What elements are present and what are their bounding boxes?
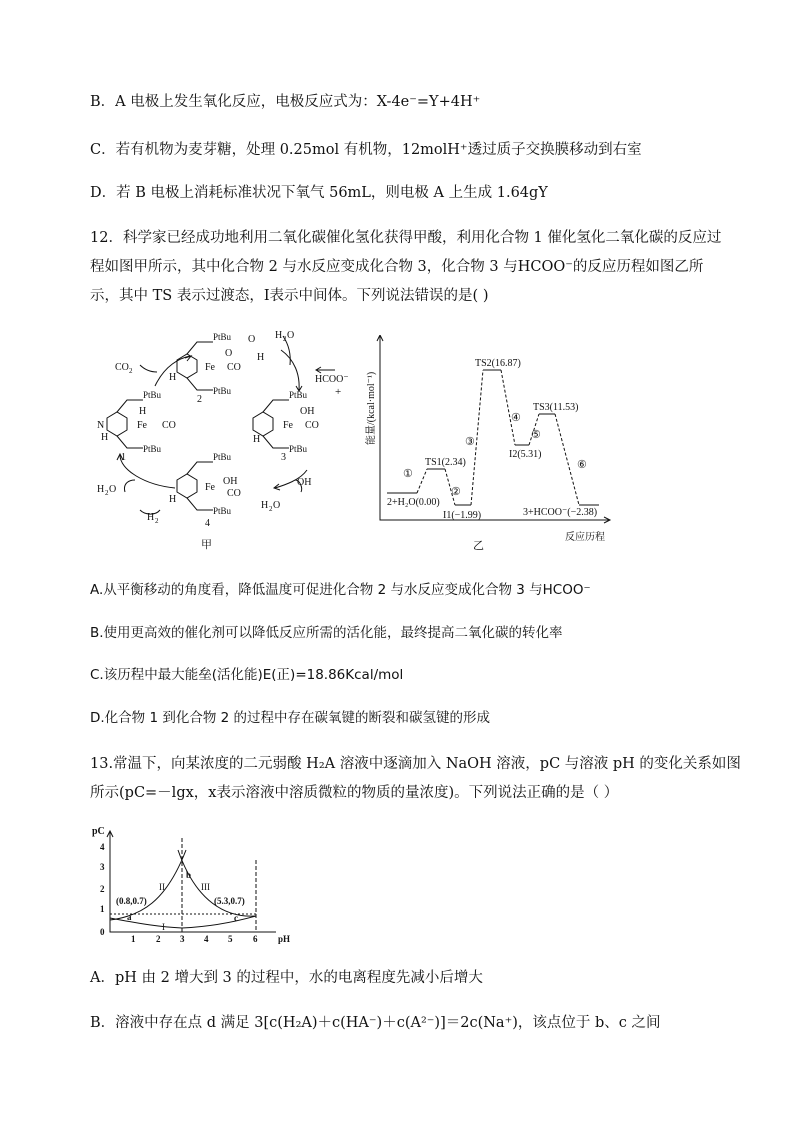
svg-text:H: H xyxy=(147,512,155,523)
svg-text:乙: 乙 xyxy=(473,540,484,550)
q12-option-c: C.该历程中最大能垒(活化能)E(正)=18.86Kcal/mol xyxy=(90,667,404,683)
svg-text:5: 5 xyxy=(228,934,233,944)
svg-text:PtBu: PtBu xyxy=(213,332,232,342)
svg-text:2: 2 xyxy=(283,335,287,343)
svg-text:2: 2 xyxy=(105,489,109,497)
svg-text:PtBu: PtBu xyxy=(289,444,308,454)
svg-text:2: 2 xyxy=(156,934,161,944)
svg-text:O: O xyxy=(248,334,256,345)
svg-text:CO: CO xyxy=(227,488,241,499)
q11-option-d: D．若 B 电极上消耗标准状况下氧气 56mL，则电极 A 上生成 1.64gY xyxy=(90,185,548,201)
svg-text:+: + xyxy=(335,386,342,398)
svg-text:①: ① xyxy=(403,468,413,480)
svg-text:1: 1 xyxy=(100,904,105,914)
svg-text:2: 2 xyxy=(129,367,133,375)
svg-text:Fe: Fe xyxy=(137,420,147,431)
svg-text:0: 0 xyxy=(100,927,105,937)
svg-text:⑥: ⑥ xyxy=(577,459,587,471)
svg-text:4: 4 xyxy=(204,934,209,944)
svg-text:OH: OH xyxy=(300,406,315,417)
svg-text:I: I xyxy=(162,922,165,932)
svg-text:OH: OH xyxy=(297,477,312,488)
svg-text:H: H xyxy=(139,406,147,417)
svg-text:3+HCOO⁻(−2.38): 3+HCOO⁻(−2.38) xyxy=(523,507,598,518)
svg-text:6: 6 xyxy=(253,934,258,944)
svg-text:PtBu: PtBu xyxy=(213,386,232,396)
svg-text:能量/(kcal·mol⁻¹): 能量/(kcal·mol⁻¹) xyxy=(366,371,377,445)
svg-text:TS1(2.34): TS1(2.34) xyxy=(425,457,466,468)
svg-text:O: O xyxy=(287,330,295,341)
svg-text:(5.3,0.7): (5.3,0.7) xyxy=(214,896,245,906)
q13-stem-line2: 所示(pC=－lgx，x表示溶液中溶质微粒的物质的量浓度)。下列说法正确的是（ ） xyxy=(90,785,619,801)
svg-text:②: ② xyxy=(451,486,461,498)
svg-text:CO: CO xyxy=(162,420,176,431)
svg-text:Fe: Fe xyxy=(205,482,215,493)
svg-text:H: H xyxy=(275,330,283,341)
svg-text:4: 4 xyxy=(205,518,210,529)
svg-text:b: b xyxy=(186,870,192,880)
svg-text:II: II xyxy=(159,882,165,892)
svg-text:OH: OH xyxy=(223,476,238,487)
svg-text:Fe: Fe xyxy=(205,362,215,373)
svg-text:PtBu: PtBu xyxy=(213,506,232,516)
svg-text:O: O xyxy=(225,348,233,359)
q12-option-d: D.化合物 1 到化合物 2 的过程中存在碳氧键的断裂和碳氢键的形成 xyxy=(90,710,491,726)
svg-text:3: 3 xyxy=(180,934,185,944)
svg-text:PtBu: PtBu xyxy=(289,390,308,400)
svg-text:pH: pH xyxy=(278,934,291,944)
svg-text:pC: pC xyxy=(92,826,105,837)
svg-text:H: H xyxy=(261,500,269,511)
q12-option-a: A.从平衡移动的角度看，降低温度可促进化合物 2 与水反应变成化合物 3 与HCOO⁻ xyxy=(90,582,591,598)
pc-ph-graph xyxy=(86,820,296,950)
svg-text:2: 2 xyxy=(155,517,159,525)
svg-text:H: H xyxy=(169,494,177,505)
svg-text:H: H xyxy=(253,434,261,445)
svg-text:2: 2 xyxy=(197,394,202,405)
catalytic-cycle-figure xyxy=(85,320,365,560)
q13-stem-line1: 13.常温下，向某浓度的二元弱酸 H₂A 溶液中逐滴加入 NaOH 溶液，pC 与溶液 pH 的变化关系如图 xyxy=(90,756,741,772)
svg-text:III: III xyxy=(201,882,210,892)
svg-text:1: 1 xyxy=(131,934,136,944)
svg-text:TS3(11.53): TS3(11.53) xyxy=(533,402,579,413)
svg-text:O: O xyxy=(273,500,281,511)
svg-text:H: H xyxy=(169,372,177,383)
svg-text:3: 3 xyxy=(281,452,286,463)
svg-text:④: ④ xyxy=(511,412,521,424)
svg-text:CO: CO xyxy=(305,420,319,431)
svg-text:PtBu: PtBu xyxy=(213,452,232,462)
svg-text:H: H xyxy=(257,352,265,363)
svg-text:4: 4 xyxy=(100,842,105,852)
svg-text:CO: CO xyxy=(115,362,129,373)
svg-text:CO: CO xyxy=(227,362,241,373)
svg-text:⑤: ⑤ xyxy=(531,429,541,441)
q12-option-b: B.使用更高效的催化剂可以降低反应所需的活化能，最终提高二氧化碳的转化率 xyxy=(90,625,563,641)
svg-text:TS2(16.87): TS2(16.87) xyxy=(475,358,521,369)
svg-text:O: O xyxy=(109,484,117,495)
svg-text:2+H₂O(0.00): 2+H₂O(0.00) xyxy=(387,497,440,508)
svg-text:(0.8,0.7): (0.8,0.7) xyxy=(116,896,147,906)
svg-text:2: 2 xyxy=(100,884,105,894)
svg-text:2: 2 xyxy=(269,505,273,513)
svg-text:1: 1 xyxy=(121,452,126,463)
svg-text:H: H xyxy=(101,432,109,443)
q12-stem-line1: 12．科学家已经成功地利用二氧化碳催化氢化获得甲酸，利用化合物 1 催化氢化二氧化碳的反应过 xyxy=(90,230,722,246)
svg-text:反应历程: 反应历程 xyxy=(565,532,605,543)
svg-text:3: 3 xyxy=(100,862,105,872)
svg-text:I1(−1.99): I1(−1.99) xyxy=(443,510,482,521)
svg-text:H: H xyxy=(97,484,105,495)
svg-text:N: N xyxy=(97,420,105,431)
energy-profile-figure xyxy=(365,335,630,550)
svg-text:c: c xyxy=(234,913,238,923)
q13-option-b: B．溶液中存在点 d 满足 3[c(H₂A)＋c(HA⁻)＋c(A²⁻)]＝2c(Na⁺)，该点位于 b、c 之间 xyxy=(90,1015,661,1031)
q13-option-a: A．pH 由 2 增大到 3 的过程中，水的电离程度先减小后增大 xyxy=(90,970,483,986)
svg-text:甲: 甲 xyxy=(201,539,212,551)
svg-text:a: a xyxy=(127,912,132,922)
svg-text:PtBu: PtBu xyxy=(143,444,162,454)
q11-option-c: C．若有机物为麦芽糖，处理 0.25mol 有机物，12molH⁺透过质子交换膜移动到右室 xyxy=(90,142,642,158)
svg-text:I2(5.31): I2(5.31) xyxy=(509,449,542,460)
svg-text:③: ③ xyxy=(465,436,475,448)
q11-option-b: B．A 电极上发生氧化反应，电极反应式为：X-4e⁻=Y+4H⁺ xyxy=(90,94,481,110)
svg-text:Fe: Fe xyxy=(283,420,293,431)
svg-text:HCOO⁻: HCOO⁻ xyxy=(315,374,349,385)
svg-text:PtBu: PtBu xyxy=(143,390,162,400)
q12-stem-line3: 示，其中 TS 表示过渡态，Ⅰ表示中间体。下列说法错误的是( ) xyxy=(90,288,489,304)
q12-stem-line2: 程如图甲所示，其中化合物 2 与水反应变成化合物 3，化合物 3 与HCOO⁻的反应历程如图乙所 xyxy=(90,259,704,275)
